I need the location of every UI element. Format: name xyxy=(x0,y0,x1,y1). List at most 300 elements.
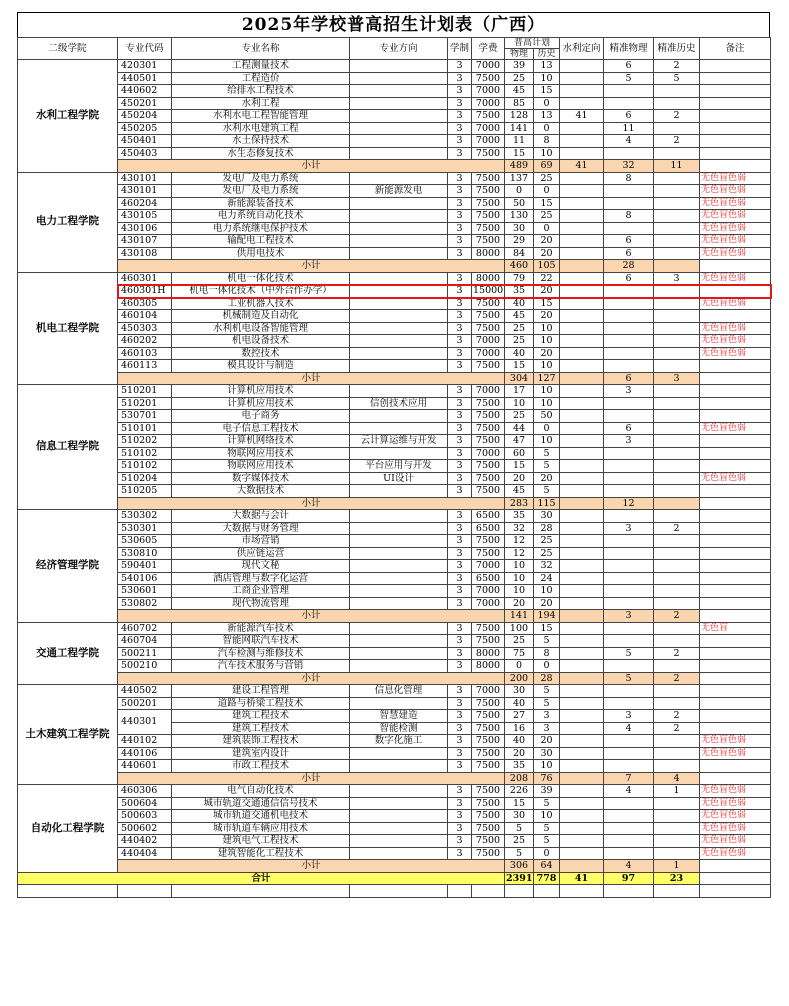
course-years: 3 xyxy=(448,422,472,435)
course-direction xyxy=(350,410,448,423)
course-note xyxy=(700,435,771,448)
header-history: 历史 xyxy=(534,49,560,60)
course-code: 450403 xyxy=(118,147,172,160)
course-direction xyxy=(350,210,448,223)
course-fee: 7500 xyxy=(472,760,505,773)
course-note xyxy=(700,85,771,98)
course-direction xyxy=(350,747,448,760)
plan-physics: 12 xyxy=(505,535,534,548)
course-fee: 7500 xyxy=(472,110,505,123)
course-years: 3 xyxy=(448,785,472,798)
course-direction xyxy=(350,285,448,298)
blank-cell xyxy=(172,885,350,898)
plan-history: 3 xyxy=(534,710,560,723)
precise-physics: 3 xyxy=(604,435,654,448)
precise-history: 2 xyxy=(654,710,700,723)
plan-history: 0 xyxy=(534,122,560,135)
course-code: 500211 xyxy=(118,647,172,660)
course-fee: 7500 xyxy=(472,322,505,335)
plan-physics: 50 xyxy=(505,197,534,210)
water-directed xyxy=(560,185,604,198)
precise-history: 1 xyxy=(654,785,700,798)
plan-physics: 30 xyxy=(505,810,534,823)
course-name: 电子商务 xyxy=(172,410,350,423)
table-row xyxy=(18,460,771,473)
precise-physics xyxy=(604,360,654,373)
precise-history xyxy=(654,147,700,160)
precise-history xyxy=(654,435,700,448)
course-direction xyxy=(350,622,448,635)
water-directed xyxy=(560,435,604,448)
plan-physics: 15 xyxy=(505,360,534,373)
course-note xyxy=(700,535,771,548)
precise-physics xyxy=(604,97,654,110)
course-direction xyxy=(350,760,448,773)
precise-physics xyxy=(604,835,654,848)
course-note: 无色盲色弱 xyxy=(700,472,771,485)
course-fee: 7000 xyxy=(472,60,505,73)
precise-history xyxy=(654,535,700,548)
course-direction xyxy=(350,660,448,673)
subtotal-label: 小计 xyxy=(118,372,505,385)
plan-physics: 20 xyxy=(505,472,534,485)
course-fee: 7500 xyxy=(472,460,505,473)
course-code: 460113 xyxy=(118,360,172,373)
precise-history xyxy=(654,685,700,698)
course-note xyxy=(700,410,771,423)
water-directed xyxy=(560,797,604,810)
precise-history xyxy=(654,560,700,573)
course-direction xyxy=(350,560,448,573)
table-row xyxy=(18,397,771,410)
precise-physics xyxy=(604,847,654,860)
plan-physics: 137 xyxy=(505,172,534,185)
course-note: 无色盲色弱 xyxy=(700,322,771,335)
plan-physics: 44 xyxy=(505,422,534,435)
table-header xyxy=(18,38,771,60)
course-name: 物联网应用技术 xyxy=(172,460,350,473)
course-note: 无色盲色弱 xyxy=(700,335,771,348)
course-code: 540106 xyxy=(118,572,172,585)
course-name: 物联网应用技术 xyxy=(172,447,350,460)
course-note xyxy=(700,385,771,398)
dept-name: 信息工程学院 xyxy=(18,385,118,510)
subtotal-pphys: 4 xyxy=(604,860,654,873)
course-fee: 7500 xyxy=(472,410,505,423)
water-directed xyxy=(560,597,604,610)
precise-physics: 6 xyxy=(604,422,654,435)
course-code: 460301H xyxy=(118,285,172,298)
course-code: 440602 xyxy=(118,85,172,98)
subtotal-water xyxy=(560,497,604,510)
plan-physics: 40 xyxy=(505,297,534,310)
plan-history: 0 xyxy=(534,847,560,860)
course-code: 510201 xyxy=(118,385,172,398)
plan-history: 0 xyxy=(534,185,560,198)
course-code: 460306 xyxy=(118,785,172,798)
course-direction xyxy=(350,510,448,523)
plan-physics: 128 xyxy=(505,110,534,123)
subtotal-his: 76 xyxy=(534,772,560,785)
course-years: 3 xyxy=(448,172,472,185)
precise-history: 3 xyxy=(654,272,700,285)
precise-history xyxy=(654,422,700,435)
precise-history xyxy=(654,185,700,198)
header-physics: 物理 xyxy=(505,49,534,60)
table-row xyxy=(18,697,771,710)
plan-physics: 85 xyxy=(505,97,534,110)
table-row xyxy=(18,60,771,73)
precise-physics xyxy=(604,222,654,235)
plan-physics: 84 xyxy=(505,247,534,260)
precise-physics: 8 xyxy=(604,172,654,185)
course-years: 3 xyxy=(448,435,472,448)
course-name: 建筑室内设计 xyxy=(172,747,350,760)
precise-history xyxy=(654,297,700,310)
precise-history xyxy=(654,735,700,748)
course-code: 450205 xyxy=(118,122,172,135)
course-note xyxy=(700,635,771,648)
course-fee: 7500 xyxy=(472,485,505,498)
subtotal-pphys: 12 xyxy=(604,497,654,510)
water-directed xyxy=(560,585,604,598)
subtotal-water xyxy=(560,260,604,273)
precise-physics xyxy=(604,585,654,598)
precise-physics: 3 xyxy=(604,385,654,398)
plan-physics: 15 xyxy=(505,797,534,810)
course-note xyxy=(700,710,771,723)
table-row xyxy=(18,510,771,523)
course-code: 430106 xyxy=(118,222,172,235)
precise-physics xyxy=(604,285,654,298)
water-directed xyxy=(560,385,604,398)
course-code: 440404 xyxy=(118,847,172,860)
plan-history: 5 xyxy=(534,447,560,460)
course-note xyxy=(700,760,771,773)
precise-physics: 4 xyxy=(604,135,654,148)
course-years: 3 xyxy=(448,547,472,560)
course-years: 3 xyxy=(448,385,472,398)
table-row xyxy=(18,122,771,135)
course-name: 机械制造及自动化 xyxy=(172,310,350,323)
plan-history: 8 xyxy=(534,135,560,148)
table-row xyxy=(18,110,771,123)
subtotal-phy: 208 xyxy=(505,772,534,785)
table-row xyxy=(18,760,771,773)
header-precise-history: 精准历史 xyxy=(654,38,700,60)
course-direction xyxy=(350,247,448,260)
plan-physics: 35 xyxy=(505,285,534,298)
course-note xyxy=(700,97,771,110)
dept-name: 水利工程学院 xyxy=(18,60,118,173)
precise-physics: 6 xyxy=(604,235,654,248)
course-fee: 7500 xyxy=(472,360,505,373)
course-fee: 7500 xyxy=(472,172,505,185)
header-dept: 二级学院 xyxy=(18,38,118,60)
plan-history: 0 xyxy=(534,222,560,235)
course-direction xyxy=(350,597,448,610)
subtotal-row xyxy=(18,497,771,510)
blank-cell xyxy=(534,885,560,898)
water-directed xyxy=(560,97,604,110)
precise-history xyxy=(654,335,700,348)
course-code: 460202 xyxy=(118,335,172,348)
water-directed xyxy=(560,572,604,585)
table-row xyxy=(18,560,771,573)
course-fee: 7000 xyxy=(472,135,505,148)
subtotal-phy: 283 xyxy=(505,497,534,510)
course-name: 供应链运营 xyxy=(172,547,350,560)
course-note: 无色盲色弱 xyxy=(700,210,771,223)
subtotal-water: 41 xyxy=(560,160,604,173)
course-fee: 7500 xyxy=(472,622,505,635)
course-direction: 云计算运维与开发 xyxy=(350,435,448,448)
plan-history: 13 xyxy=(534,110,560,123)
course-note xyxy=(700,147,771,160)
course-code: 450401 xyxy=(118,135,172,148)
plan-physics: 25 xyxy=(505,635,534,648)
precise-physics xyxy=(604,510,654,523)
table-row xyxy=(18,310,771,323)
plan-physics: 39 xyxy=(505,60,534,73)
water-directed xyxy=(560,60,604,73)
course-years: 3 xyxy=(448,635,472,648)
course-direction xyxy=(350,635,448,648)
course-fee: 7500 xyxy=(472,210,505,223)
precise-history xyxy=(654,222,700,235)
plan-history: 0 xyxy=(534,660,560,673)
blank-row xyxy=(18,885,771,898)
course-years: 3 xyxy=(448,485,472,498)
course-years: 3 xyxy=(448,810,472,823)
course-fee: 7500 xyxy=(472,72,505,85)
course-name: 数字媒体技术 xyxy=(172,472,350,485)
blank-cell xyxy=(604,885,654,898)
subtotal-pphys: 3 xyxy=(604,610,654,623)
table-row xyxy=(18,385,771,398)
course-note: 无色盲色弱 xyxy=(700,797,771,810)
grand-total-water: 41 xyxy=(560,872,604,885)
course-fee: 7500 xyxy=(472,222,505,235)
subtotal-phy: 306 xyxy=(505,860,534,873)
plan-history: 0 xyxy=(534,97,560,110)
plan-history: 28 xyxy=(534,522,560,535)
course-direction xyxy=(350,697,448,710)
course-name: 汽车技术服务与营销 xyxy=(172,660,350,673)
plan-physics: 100 xyxy=(505,622,534,635)
course-code: 530605 xyxy=(118,535,172,548)
plan-history: 20 xyxy=(534,735,560,748)
course-code: 460301 xyxy=(118,272,172,285)
blank-cell xyxy=(18,885,118,898)
course-fee: 7500 xyxy=(472,635,505,648)
table-row xyxy=(18,147,771,160)
water-directed xyxy=(560,747,604,760)
dept-name: 电力工程学院 xyxy=(18,172,118,272)
precise-physics xyxy=(604,685,654,698)
subtotal-label: 小计 xyxy=(118,497,505,510)
precise-history xyxy=(654,472,700,485)
course-note: 无色盲 xyxy=(700,622,771,635)
course-years: 3 xyxy=(448,822,472,835)
subtotal-label: 小计 xyxy=(118,860,505,873)
course-direction xyxy=(350,110,448,123)
plan-history: 39 xyxy=(534,785,560,798)
table-row xyxy=(18,535,771,548)
table-row xyxy=(18,572,771,585)
course-code: 460103 xyxy=(118,347,172,360)
table-row xyxy=(18,797,771,810)
water-directed xyxy=(560,522,604,535)
course-direction xyxy=(350,347,448,360)
subtotal-phist: 1 xyxy=(654,860,700,873)
precise-history: 2 xyxy=(654,60,700,73)
course-note xyxy=(700,585,771,598)
course-name: 机电设备技术 xyxy=(172,335,350,348)
water-directed xyxy=(560,760,604,773)
course-code: 440301 xyxy=(118,710,172,735)
plan-physics: 11 xyxy=(505,135,534,148)
water-directed xyxy=(560,235,604,248)
water-directed xyxy=(560,247,604,260)
plan-history: 24 xyxy=(534,572,560,585)
plan-history: 10 xyxy=(534,397,560,410)
dept-name: 交通工程学院 xyxy=(18,622,118,685)
course-direction xyxy=(350,422,448,435)
table-row xyxy=(18,285,771,298)
table-row xyxy=(18,222,771,235)
sheet-title: 2025年学校普高招生计划表（广西） xyxy=(17,12,770,37)
plan-history: 5 xyxy=(534,835,560,848)
subtotal-note xyxy=(700,772,771,785)
course-note xyxy=(700,135,771,148)
course-code: 500603 xyxy=(118,810,172,823)
plan-physics: 40 xyxy=(505,697,534,710)
course-years: 3 xyxy=(448,147,472,160)
course-direction xyxy=(350,547,448,560)
table-row xyxy=(18,197,771,210)
water-directed xyxy=(560,85,604,98)
course-years: 3 xyxy=(448,335,472,348)
plan-history: 20 xyxy=(534,597,560,610)
course-years: 3 xyxy=(448,85,472,98)
water-directed xyxy=(560,472,604,485)
table-row xyxy=(18,585,771,598)
subtotal-note xyxy=(700,672,771,685)
water-directed xyxy=(560,622,604,635)
course-years: 3 xyxy=(448,60,472,73)
subtotal-his: 28 xyxy=(534,672,560,685)
water-directed xyxy=(560,72,604,85)
grand-total-row xyxy=(18,872,771,885)
plan-physics: 27 xyxy=(505,710,534,723)
precise-physics: 8 xyxy=(604,210,654,223)
course-fee: 8000 xyxy=(472,247,505,260)
header-years: 学制 xyxy=(448,38,472,60)
course-note: 无色盲色弱 xyxy=(700,810,771,823)
course-note xyxy=(700,285,771,298)
course-years: 3 xyxy=(448,397,472,410)
plan-history: 10 xyxy=(534,360,560,373)
precise-history xyxy=(654,360,700,373)
water-directed xyxy=(560,647,604,660)
grand-total-label: 合计 xyxy=(18,872,505,885)
plan-physics: 5 xyxy=(505,822,534,835)
water-directed xyxy=(560,460,604,473)
course-note: 无色盲色弱 xyxy=(700,272,771,285)
precise-history xyxy=(654,572,700,585)
course-direction xyxy=(350,235,448,248)
plan-physics: 10 xyxy=(505,572,534,585)
table-row xyxy=(18,247,771,260)
course-name: 新能源装备技术 xyxy=(172,197,350,210)
course-fee: 7500 xyxy=(472,697,505,710)
course-name: 城市轨道交通机电技术 xyxy=(172,810,350,823)
subtotal-row xyxy=(18,672,771,685)
header-plan: 普高计划 xyxy=(505,38,560,49)
table-row xyxy=(18,272,771,285)
table-row xyxy=(18,322,771,335)
course-fee: 7500 xyxy=(472,722,505,735)
blank-cell xyxy=(505,885,534,898)
course-code: 500210 xyxy=(118,660,172,673)
course-fee: 7500 xyxy=(472,297,505,310)
precise-physics xyxy=(604,547,654,560)
course-years: 3 xyxy=(448,685,472,698)
course-direction xyxy=(350,485,448,498)
course-fee: 7000 xyxy=(472,585,505,598)
course-years: 3 xyxy=(448,535,472,548)
subtotal-phist: 2 xyxy=(654,672,700,685)
course-note xyxy=(700,660,771,673)
course-fee: 7500 xyxy=(472,397,505,410)
course-name: 城市轨道交通通信信号技术 xyxy=(172,797,350,810)
course-code: 500604 xyxy=(118,797,172,810)
course-name: 计算机应用技术 xyxy=(172,385,350,398)
precise-history xyxy=(654,810,700,823)
precise-history xyxy=(654,310,700,323)
precise-physics xyxy=(604,310,654,323)
course-direction xyxy=(350,222,448,235)
course-note: 无色盲色弱 xyxy=(700,247,771,260)
course-direction xyxy=(350,810,448,823)
subtotal-phy: 304 xyxy=(505,372,534,385)
water-directed xyxy=(560,272,604,285)
course-code: 440102 xyxy=(118,735,172,748)
precise-physics: 6 xyxy=(604,247,654,260)
subtotal-pphys: 28 xyxy=(604,260,654,273)
plan-physics: 30 xyxy=(505,685,534,698)
course-name: 建筑工程技术 xyxy=(172,710,350,723)
precise-history xyxy=(654,172,700,185)
course-direction xyxy=(350,535,448,548)
course-note xyxy=(700,447,771,460)
header-note: 备注 xyxy=(700,38,771,60)
blank-cell xyxy=(654,885,700,898)
grand-total-note xyxy=(700,872,771,885)
water-directed xyxy=(560,635,604,648)
grand-total-phist: 23 xyxy=(654,872,700,885)
precise-history xyxy=(654,385,700,398)
plan-history: 10 xyxy=(534,435,560,448)
plan-physics: 5 xyxy=(505,847,534,860)
course-direction xyxy=(350,385,448,398)
course-years: 3 xyxy=(448,597,472,610)
course-direction: 信息化管理 xyxy=(350,685,448,698)
course-code: 460204 xyxy=(118,197,172,210)
water-directed xyxy=(560,835,604,848)
table-row xyxy=(18,547,771,560)
